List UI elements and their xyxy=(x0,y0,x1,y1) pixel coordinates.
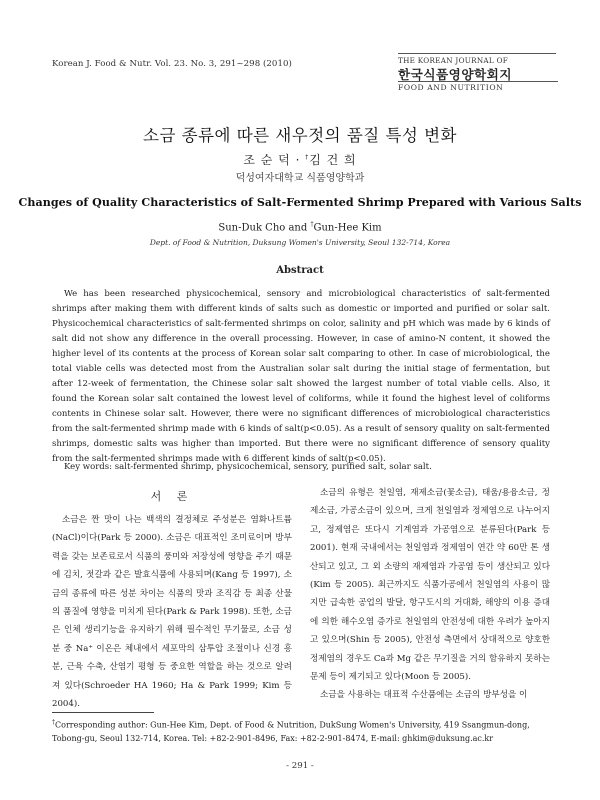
journal-header-rule xyxy=(398,53,556,54)
right-column-paragraph-1: 소금의 유형은 천일염, 재제소금(꽃소금), 태움/용융소금, 정제소금, 가공소금이 있으며, 크게 천일염과 정제염으로 나누어지고, 정제염은 또다시 기계염과 가공염으로 분류된다(Park 등 2001). 현재 국내에서는 천일염과 정제염이 연간 약 60만 톤 생산되고 있고, 그 외 소량의 재제염과 가공염 등이 생산되고 있다(Kim 등 2005). 최근까지도 식품가공에서 천일염의 사용이 많지만 급속한 공업의 발달, 항구도시의 거대화, 해양의 이용 증대에 의한 해수오염 증가로 천일염의 안전성에 대한 우려가 높아지고 있으며(Shin 등 2005), 안전성 측면에서 상대적으로 양호한 정제염의 경우도 Ca과 Mg 같은 무기질을 거의 함유하지 못하는 문제 등이 제기되고 있다(Moon 등 2005). xyxy=(310,488,550,683)
footnote-text: Corresponding author: Gun-Hee Kim, Dept. of Food & Nutrition, DukSung Women's University, 419 Ssangmun-dong, Tobong-gu, Seoul 132-714, Korea. Tel: +82-2-901-8496, Fax: +82-2-901-8474, E-mail: ghkim@duksung.ac.kr xyxy=(52,720,530,744)
journal-name-top: THE KOREAN JOURNAL OF xyxy=(398,56,509,65)
authors-english xyxy=(0,221,600,233)
affiliation-english: Dept. of Food & Nutrition, Duksung Women's University, Seoul 132-714, Korea xyxy=(149,238,451,247)
title-korean: 소금 종류에 따른 새우젓의 품질 특성 변화 xyxy=(143,126,457,145)
author-1-kr: 조 순 덕 · xyxy=(243,153,306,167)
right-column-paragraph-2: 소금을 사용하는 대표적 수산품에는 소금의 방부성을 이 xyxy=(320,690,528,701)
keywords: Key words: salt-fermented shrimp, physicochemical, sensory, purified salt, solar salt. xyxy=(64,462,432,472)
journal-citation: Korean J. Food & Nutr. Vol. 23. No. 3, 291~298 (2010) xyxy=(52,59,292,69)
author-2-en: Gun-Hee Kim xyxy=(313,222,382,234)
title-english: Changes of Quality Characteristics of Salt-Fermented Shrimp Prepared with Various Salts xyxy=(18,196,582,209)
journal-name-bottom: FOOD AND NUTRITION xyxy=(398,81,558,92)
abstract-heading: Abstract xyxy=(276,265,324,276)
corresponding-mark: † xyxy=(305,154,310,161)
journal-name-korean: 한국식품영양학회지 xyxy=(398,67,512,82)
corresponding-mark: † xyxy=(310,221,314,228)
section-heading-introduction: 서 론 xyxy=(150,490,194,503)
corresponding-mark: † xyxy=(52,719,55,726)
author-2-kr: 김 건 희 xyxy=(309,153,357,167)
right-column xyxy=(310,484,550,705)
footnote xyxy=(52,716,550,746)
footnote-rule xyxy=(52,712,154,713)
abstract-body: We has been researched physicochemical, sensory and microbiological characteristics of salt-fermented shrimps after making them with different kinds of salts such as domestic or imported and purified or solar salt. Physicochemical characteristics of salt-fermented shrimps on color, salinity and pH which was made by 6 kinds of salt did not show any difference in the overall processing. However, in case of amino-N content, it showed the higher level of its contents at the process of Korean solar salt comparing to other. In case of microbiological, the total viable cells was detected most from the Australian solar salt during the initial stage of fermentation, but after 12-week of fermentation, the Chinese solar salt showed the largest number of total viable cells. Also, it found the Korean solar salt contained the lowest level of coliforms, while it found the highest level of coliforms contents in Chinese solar salt. However, there were no significant differences of microbiological characteristics from the salt-fermented shrimp made with 6 kinds of salt(p<0.05). As a result of sensory quality on salt-fermented shrimps, domestic salts was higher than imported. But there were no significant difference of sensory quality from the salt-fermented shrimps made with 6 different kinds of salt(p<0.05). xyxy=(52,289,550,464)
authors-korean xyxy=(0,151,600,168)
page-number: - 291 - xyxy=(286,761,314,771)
author-1-en: Sun-Duk Cho and xyxy=(218,222,311,234)
affiliation-korean: 덕성여자대학교 식품영양학과 xyxy=(235,173,365,184)
left-column-text: 소금은 짠 맛이 나는 백색의 결정체로 주성분은 염화나트륨(NaCl)이다(Park 등 2000). 소금은 대표적인 조미료이며 방부력을 갖는 보존료로서 식품의 풍미와 저장성에 영향을 주기 때문에 김치, 젓갈과 같은 발효식품에 사용되며(Kang 등 1997), 소금의 종류에 따른 성분 차이는 식품의 맛과 조직감 등 최종 산물의 품질에 영향을 미치게 된다(Park & Park 1998). 또한, 소금은 인체 생리기능을 유지하기 위해 필수적인 무기물로, 소금 성분 중 Na⁺ 이온은 체내에서 세포막의 삼투압 조절이나 신경 흥분, 근육 수축, 산염기 평형 등 중요한 역할을 하는 것으로 알려져 있다(Schroeder HA 1960; Ha & Park 1999; Kim 등 2004). xyxy=(52,515,292,710)
